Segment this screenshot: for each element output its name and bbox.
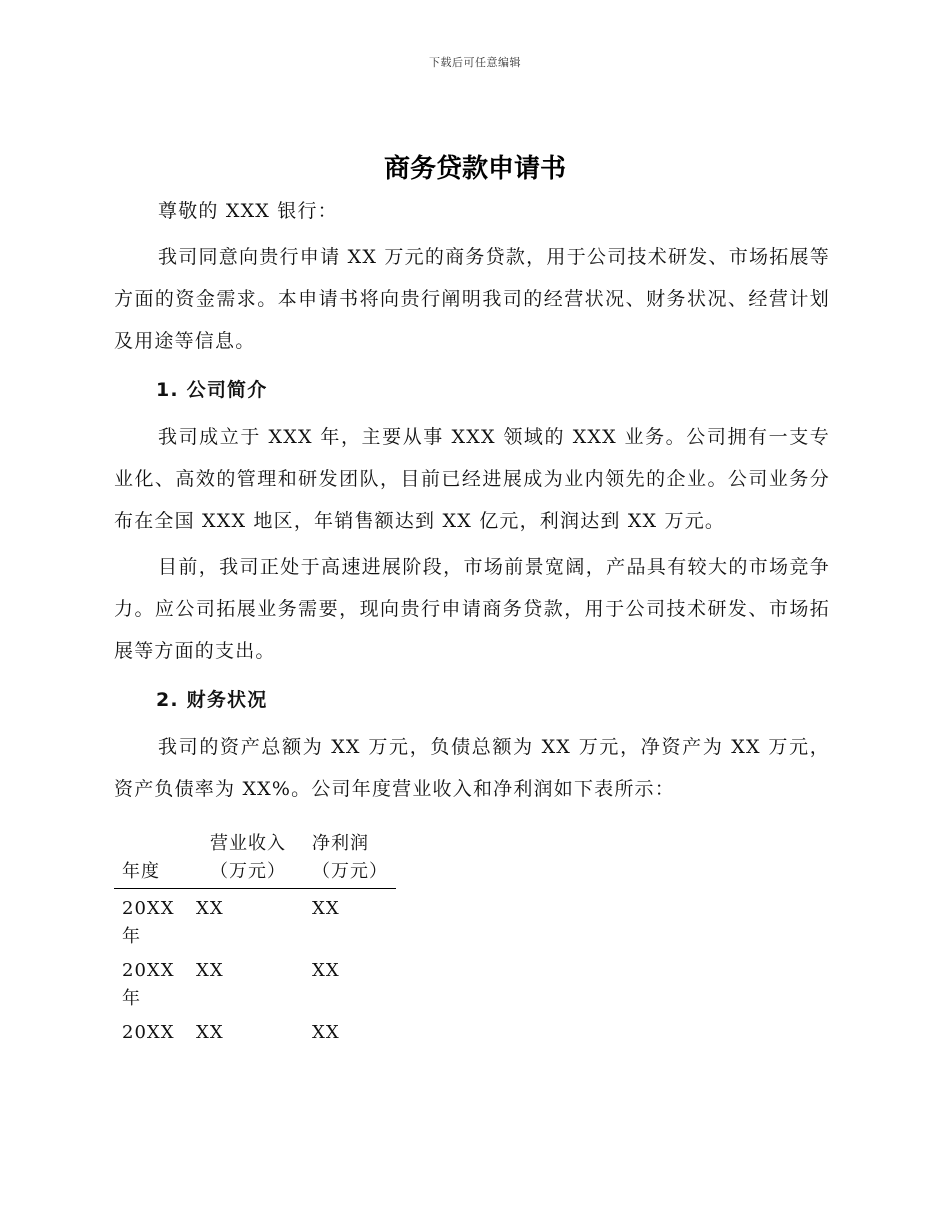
table-cell-year: 20XX — [122, 1022, 175, 1043]
table-cell-revenue: XX — [196, 1022, 224, 1043]
table-cell-year: 20XX 年 — [122, 960, 175, 1009]
table-header-row — [114, 830, 396, 889]
company-profile-paragraph-1: 我司成立于 XXX 年，主要从事 XXX 领域的 XXX 业务。公司拥有一支专业化、高效的管理和研发团队，目前已经进展成为业内领先的企业。公司业务分布在全国 XXX 地区，年销售额达到 XX 亿元，利润达到 XX 万元。 — [114, 426, 830, 532]
table-header-revenue: 营业收入（万元） — [188, 830, 304, 889]
table-cell-revenue: XX — [196, 960, 224, 981]
section-heading-financial-status: 2. 财务状况 — [156, 689, 268, 711]
table-row — [114, 1013, 396, 1075]
company-profile-paragraph-2: 目前，我司正处于高速进展阶段，市场前景宽阔，产品具有较大的市场竞争力。应公司拓展业务需要，现向贵行申请商务贷款，用于公司技术研发、市场拓展等方面的支出。 — [114, 556, 830, 662]
table-header-year: 年度 — [114, 830, 188, 889]
table-row — [114, 889, 396, 952]
table-cell-revenue: XX — [196, 898, 224, 919]
financial-status-paragraph: 我司的资产总额为 XX 万元，负债总额为 XX 万元，净资产为 XX 万元，资产负债率为 XX%。公司年度营业收入和净利润如下表所示： — [114, 736, 830, 800]
table-cell-net-profit: XX — [312, 898, 340, 919]
section-heading-company-profile: 1. 公司简介 — [156, 379, 268, 401]
table-header-net-profit: 净利润（万元） — [304, 830, 396, 889]
document-title: 商务贷款申请书 — [383, 154, 566, 184]
table-cell-net-profit: XX — [312, 960, 340, 981]
page-header-note: 下载后可任意编辑 — [429, 56, 521, 69]
financial-table — [114, 830, 396, 1075]
table-cell-net-profit: XX — [312, 1022, 340, 1043]
document-body — [114, 190, 830, 1075]
table-row — [114, 951, 396, 1013]
salutation: 尊敬的 XXX 银行： — [158, 200, 338, 222]
intro-paragraph: 我司同意向贵行申请 XX 万元的商务贷款，用于公司技术研发、市场拓展等方面的资金需求。本申请书将向贵行阐明我司的经营状况、财务状况、经营计划及用途等信息。 — [114, 246, 830, 352]
table-cell-year: 20XX 年 — [122, 898, 175, 947]
